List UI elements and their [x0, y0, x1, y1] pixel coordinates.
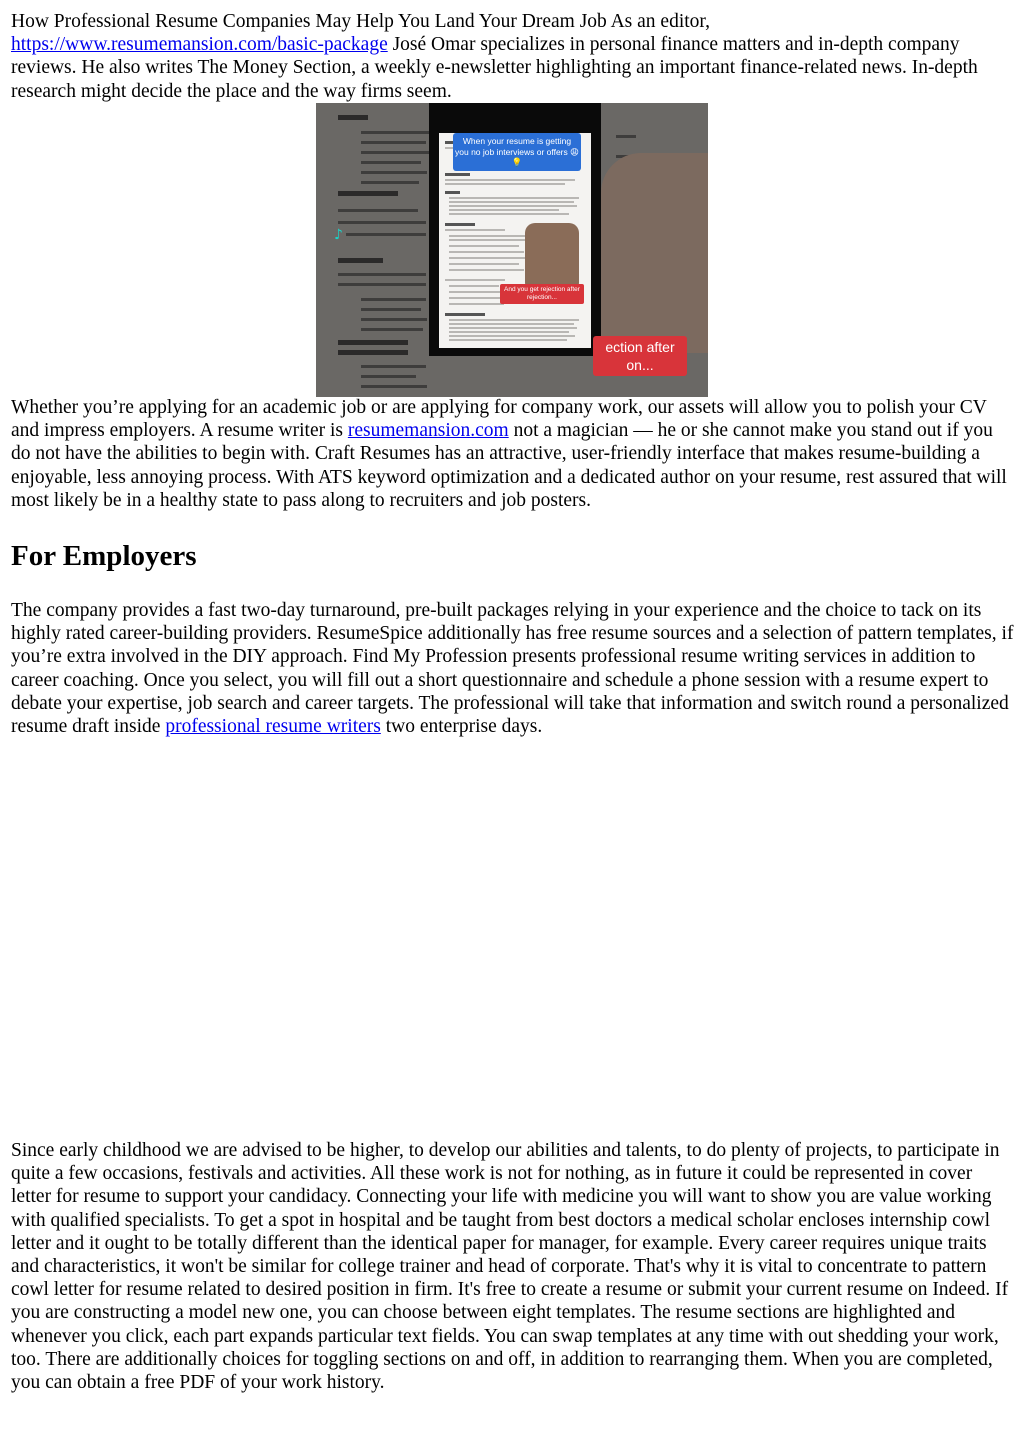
- basic-package-link[interactable]: https://www.resumemansion.com/basic-package: [11, 34, 388, 56]
- presenter-silhouette: [601, 153, 708, 353]
- caption-rejection: And you get rejection after rejection...: [500, 284, 584, 304]
- employers-text-before: The company provides a fast two-day turnaround, pre-built packages relying in your experience and the choice to tack on its highly rated career-building providers. ResumeSpice additionally has free resume sources and a selection of pattern templates, if you’re extra involved in the DIY approach. Find My Profession presents professional resume writing services in addition to career coaching. Once you select, you will fill out a short questionnaire and schedule a phone session with a resume expert to debate your expertise, job search and career targets. The professional will take that information and switch round a personalized resume draft inside: [11, 600, 1014, 738]
- tiktok-logo-icon: ♪: [334, 227, 343, 243]
- academic-paragraph: [0, 396, 1024, 512]
- intro-paragraph: [0, 10, 1024, 103]
- childhood-paragraph: Since early childhood we are advised to be higher, to develop our abilities and talents, to do plenty of projects, to participate in quite a few occasions, festivals and activities. All these work is not for nothing, as in future it could be represented in cover letter for resume to support your candidacy. Connecting your life with medicine you will want to show you are value working with qualified specialists. To get a spot in hospital and be taught from best doctors a medical scholar encloses internship cowl letter and it ought to be totally different than the identical paper for manager, for example. Every career requires unique traits and characteristics, it won't be similar for college trainer and head of corporate. That's why it is vital to concentrate to pattern cowl letter for resume related to desired position in firm. It's free to create a resume or submit your current resume on Indeed. If you are constructing a model new one, you can choose between eight templates. The resume sections are highlighted and whenever you click, each part expands particular text fields. You can swap templates at any time with out shedding your work, too. There are additionally choices for toggling sections on and off, in addition to rearranging them. When you are completed, you can obtain a free PDF of your work history.: [11, 1140, 1009, 1394]
- presenter-face: [525, 223, 579, 285]
- academic-text-after: not a magician — he or she cannot make you stand out if you do not have the abilities to begin with. Craft Resumes has an attractive, user-friendly interface that makes resume-building a enjoyable, less annoying process. With ATS keyword optimization and a dedicated author on your resume, rest assured that will most likely be in a healthy state to pass along to recruiters and job posters.: [11, 420, 1007, 511]
- intro-text-after: José Omar specializes in personal finance matters and in-depth company reviews. He also writes The Money Section, a weekly e-newsletter highlighting an important finance-related news. In-depth research might decide the place and the way firms seem.: [11, 34, 978, 102]
- academic-text-before: Whether you’re applying for an academic job or are applying for company work, our assets will allow you to polish your CV and impress employers. A resume writer is: [11, 397, 987, 442]
- hero-image: [316, 103, 708, 397]
- employers-paragraph: [0, 599, 1024, 738]
- caption-rejection-large: ection after on...: [593, 336, 687, 376]
- employers-text-after: two enterprise days.: [380, 716, 543, 738]
- resumemansion-link[interactable]: resumemansion.com: [347, 420, 509, 442]
- intro-text-before: How Professional Resume Companies May Help You Land Your Dream Job As an editor,: [11, 11, 711, 32]
- section-heading: For Employers: [11, 540, 197, 572]
- caption-top: When your resume is getting you no job interviews or offers 😩💡: [453, 133, 581, 171]
- professional-resume-writers-link[interactable]: professional resume writers: [165, 716, 381, 738]
- phone-screen: [429, 103, 601, 356]
